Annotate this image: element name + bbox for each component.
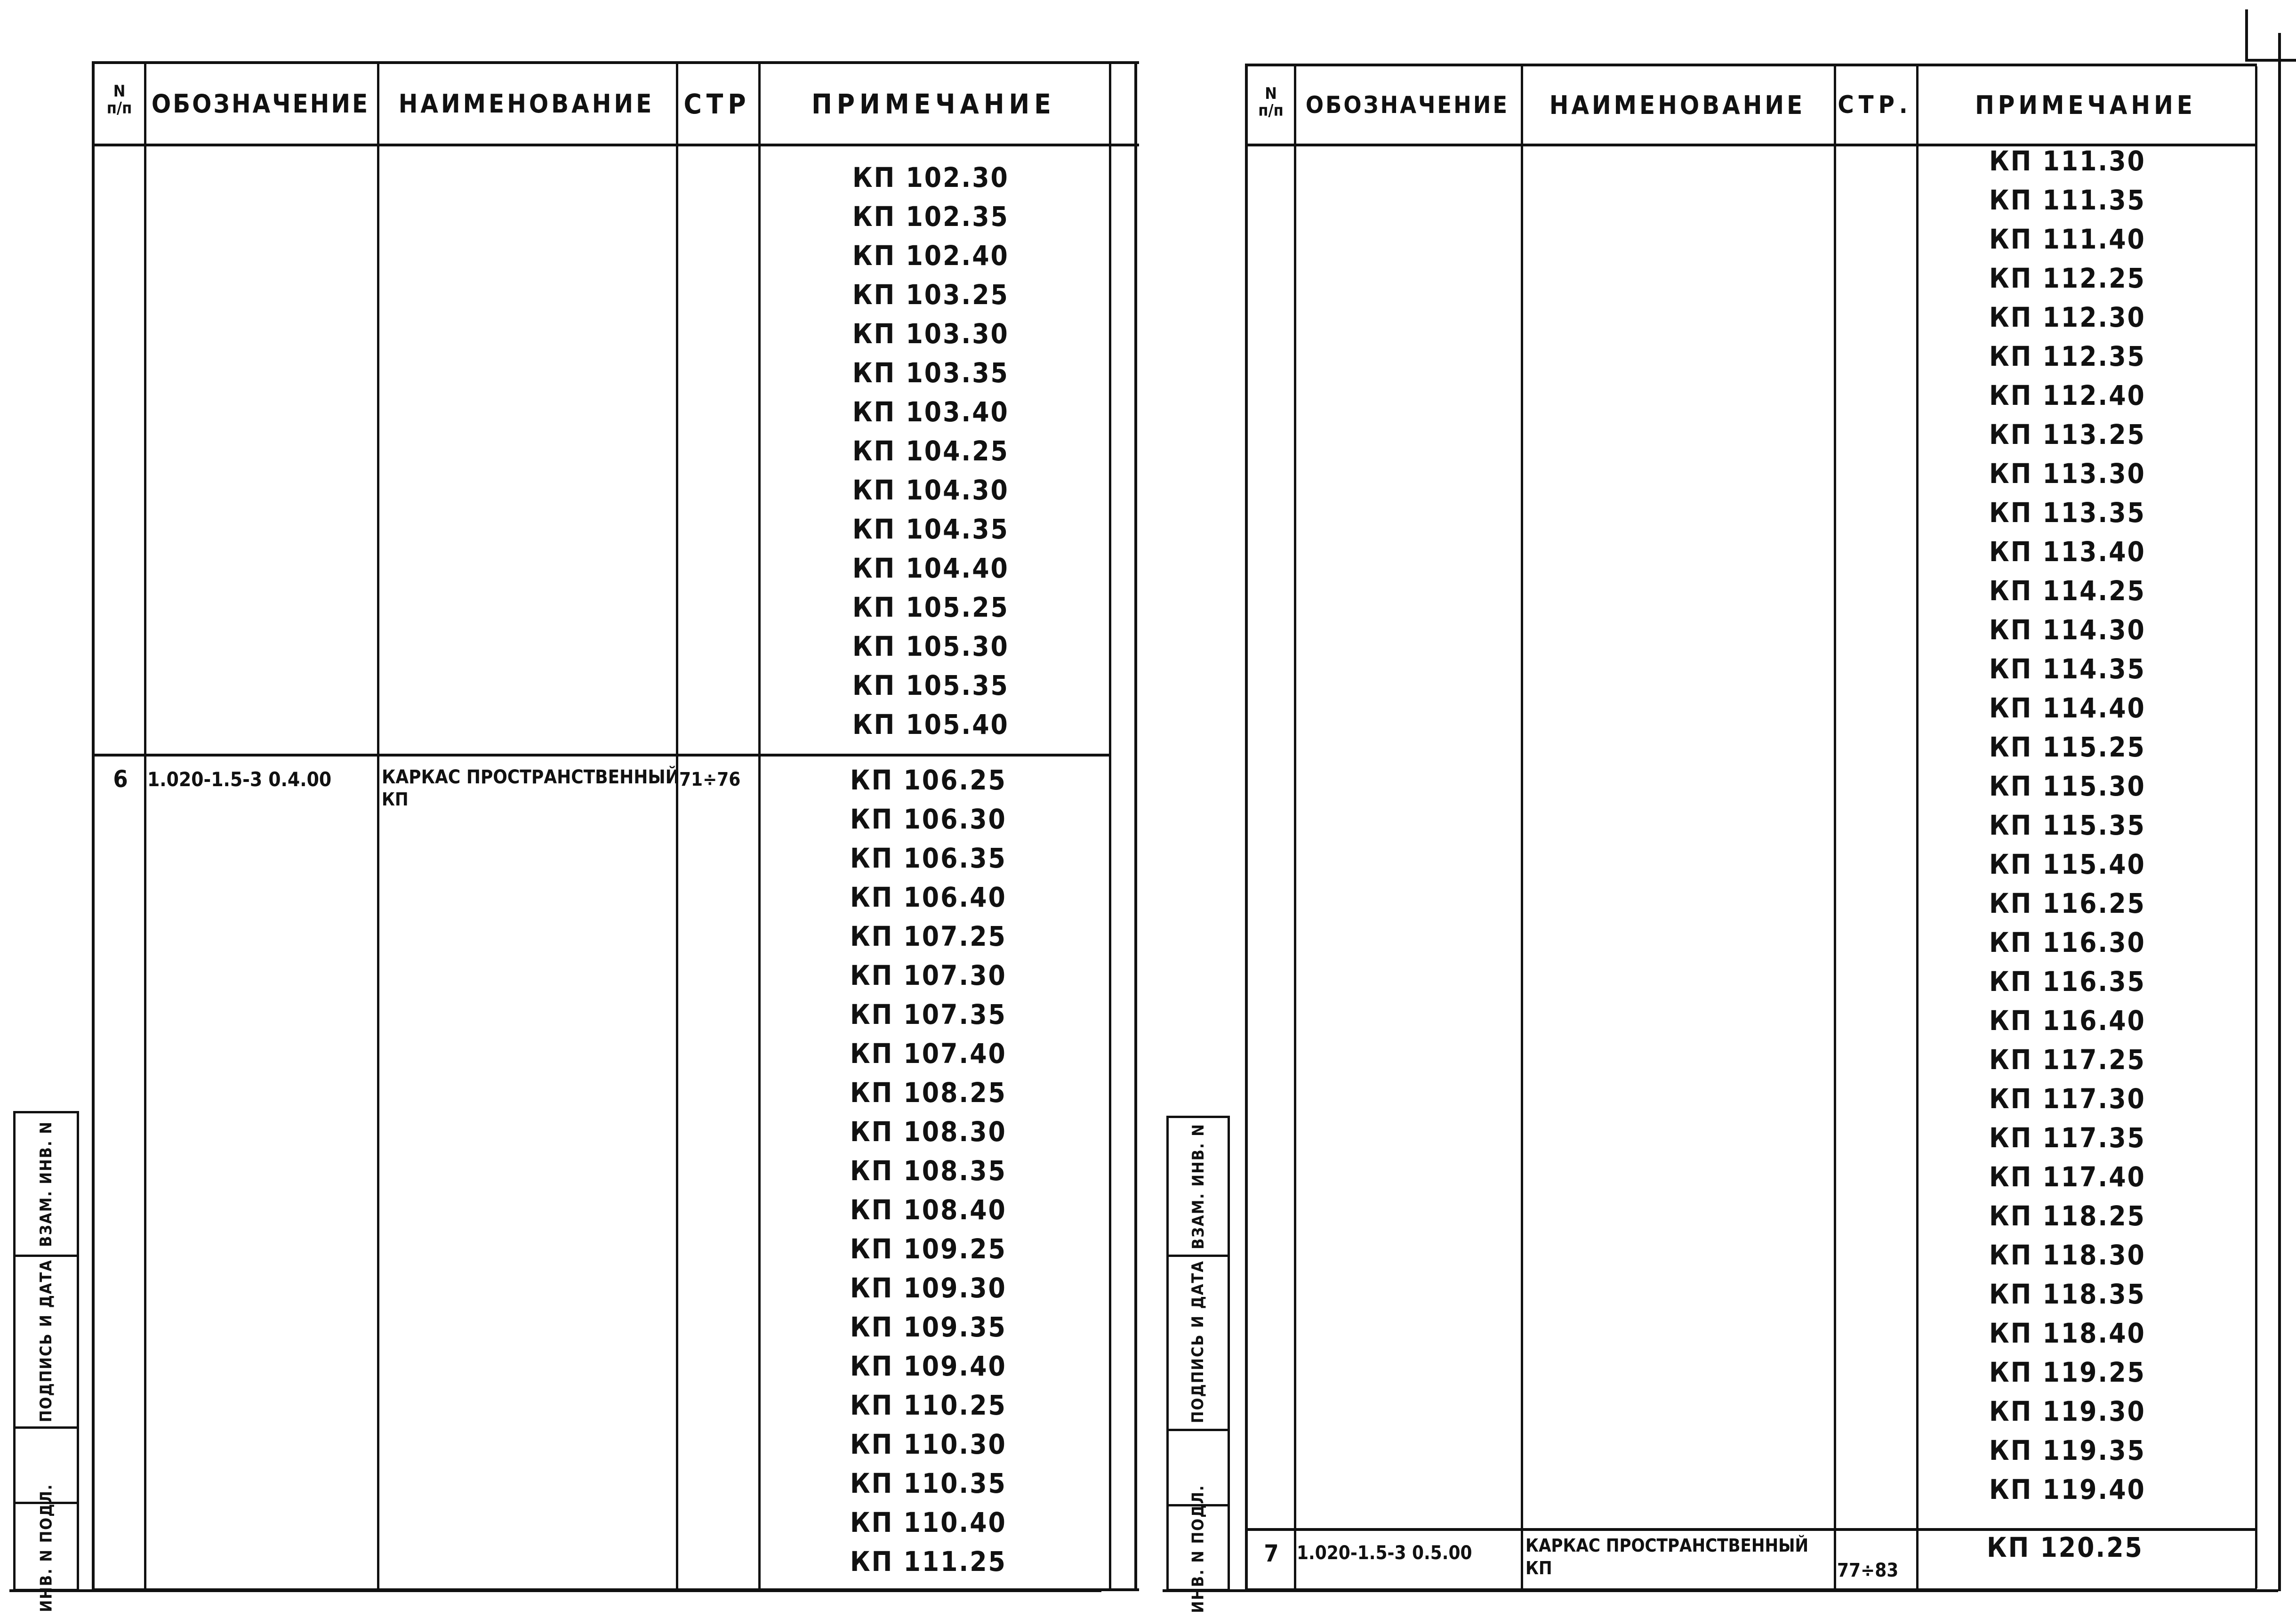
- row-name-line2: КП: [382, 789, 409, 810]
- list-item: КП 111.30: [1989, 145, 2146, 177]
- stamp-vzam-inv-label: ВЗАМ. ИНВ. N: [37, 1121, 56, 1247]
- row-notes: [1987, 1528, 2143, 1567]
- right-table: [1245, 64, 2257, 1591]
- right-side-stamp: [1166, 1116, 1230, 1613]
- col-line: [758, 64, 761, 1588]
- row-separator: [95, 754, 1109, 757]
- list-item: КП 117.35: [1989, 1122, 2146, 1154]
- row-designation: 1.020-1.5-3 0.5.00: [1297, 1542, 1472, 1564]
- list-item: КП 112.30: [1989, 301, 2146, 333]
- list-item: КП 110.35: [850, 1467, 1007, 1499]
- list-item: КП 105.30: [852, 630, 1009, 662]
- table-header: [95, 64, 1139, 146]
- list-item: КП 118.40: [1989, 1317, 2146, 1349]
- sheet-bottom-line: [9, 1589, 1101, 1592]
- header-np-top: N: [113, 82, 126, 101]
- list-item: КП 114.30: [1989, 614, 2146, 646]
- col-line: [1834, 66, 1836, 1588]
- list-item: КП 113.40: [1989, 536, 2146, 568]
- list-item: КП 111.35: [1989, 184, 2146, 216]
- sheet-top-tick: [2245, 9, 2248, 61]
- list-item: КП 102.30: [852, 161, 1009, 193]
- header-name: НАИМЕНОВАНИЕ: [1549, 90, 1806, 120]
- list-item: КП 115.40: [1989, 848, 2146, 880]
- row-number: 6: [113, 765, 128, 793]
- list-item: КП 109.30: [850, 1272, 1007, 1304]
- list-item: КП 117.30: [1989, 1083, 2146, 1115]
- list-item: КП 113.30: [1989, 458, 2146, 490]
- row-page: 71÷76: [679, 769, 741, 790]
- list-item: КП 118.30: [1989, 1239, 2146, 1271]
- stamp-vzam-inv: [16, 1113, 77, 1255]
- header-note: ПРИМЕЧАНИЕ: [811, 88, 1056, 120]
- list-item: КП 106.30: [850, 803, 1007, 835]
- list-item: КП 105.40: [852, 708, 1009, 741]
- list-item: КП 120.25: [1987, 1531, 2143, 1563]
- row-name-line1: КАРКАС ПРОСТРАНСТВЕННЫЙ: [1525, 1535, 1809, 1556]
- list-item: КП 104.25: [852, 435, 1009, 467]
- list-item: КП 114.35: [1989, 653, 2146, 685]
- list-item: КП 115.35: [1989, 809, 2146, 841]
- list-item: КП 116.30: [1989, 926, 2146, 958]
- col-line: [1521, 66, 1523, 1588]
- list-item: КП 104.30: [852, 474, 1009, 506]
- left-table: [92, 61, 1139, 1591]
- header-np: [1248, 85, 1294, 119]
- header-np-bottom: п/п: [106, 99, 132, 118]
- list-item: КП 111.40: [1989, 223, 2146, 255]
- stamp-vzam-inv: [1169, 1118, 1228, 1255]
- row-page: 77÷83: [1837, 1560, 1899, 1581]
- list-item: КП 104.40: [852, 552, 1009, 584]
- row-designation: 1.020-1.5-3 0.4.00: [147, 768, 332, 791]
- header-np-top: N: [1265, 84, 1277, 103]
- list-item: КП 117.40: [1989, 1161, 2146, 1193]
- sheet-top-tick: [2245, 59, 2296, 62]
- header-designation: ОБОЗНАЧЕНИЕ: [151, 89, 370, 119]
- right-sheet: [1148, 0, 2296, 1618]
- list-item: КП 107.30: [850, 959, 1007, 991]
- list-item: КП 119.25: [1989, 1356, 2146, 1388]
- list-item: КП 119.35: [1989, 1434, 2146, 1466]
- list-item: КП 107.40: [850, 1038, 1007, 1070]
- right-continued-notes: [1989, 142, 2146, 1509]
- row-number: 7: [1264, 1540, 1279, 1567]
- col-line: [1109, 64, 1111, 1588]
- col-line: [2255, 66, 2257, 1588]
- header-name: НАИМЕНОВАНИЕ: [398, 89, 655, 119]
- col-line: [144, 64, 146, 1588]
- sheet-edge-line: [2278, 33, 2281, 1591]
- list-item: КП 116.40: [1989, 1005, 2146, 1037]
- list-item: КП 106.35: [850, 842, 1007, 874]
- list-item: КП 106.25: [850, 764, 1007, 796]
- list-item: КП 103.25: [852, 279, 1009, 311]
- list-item: КП 109.35: [850, 1311, 1007, 1343]
- list-item: КП 108.40: [850, 1194, 1007, 1226]
- list-item: КП 117.25: [1989, 1044, 2146, 1076]
- stamp-divider: [1169, 1429, 1228, 1431]
- list-item: КП 112.40: [1989, 379, 2146, 411]
- list-item: КП 118.25: [1989, 1200, 2146, 1232]
- list-item: КП 113.25: [1989, 419, 2146, 451]
- row-notes: [850, 761, 1007, 1581]
- list-item: КП 104.35: [852, 513, 1009, 545]
- sheet-edge-line: [1134, 61, 1137, 1591]
- stamp-inv-podl: [16, 1483, 77, 1612]
- list-item: КП 116.25: [1989, 887, 2146, 919]
- list-item: КП 115.25: [1989, 731, 2146, 763]
- stamp-inv-podl-label: ИНВ. N ПОДЛ.: [37, 1483, 56, 1612]
- list-item: КП 110.30: [850, 1428, 1007, 1460]
- list-item: КП 107.35: [850, 998, 1007, 1030]
- list-item: КП 103.35: [852, 357, 1009, 389]
- stamp-inv-podl: [1169, 1484, 1228, 1613]
- header-designation: ОБОЗНАЧЕНИЕ: [1305, 91, 1509, 119]
- col-line: [676, 64, 678, 1588]
- list-item: КП 119.30: [1989, 1395, 2146, 1427]
- list-item: КП 108.25: [850, 1077, 1007, 1109]
- list-item: КП 113.35: [1989, 497, 2146, 529]
- list-item: КП 115.30: [1989, 770, 2146, 802]
- stamp-signature-date: [16, 1255, 77, 1426]
- header-page: СТР: [683, 88, 751, 120]
- list-item: КП 106.40: [850, 881, 1007, 913]
- list-item: КП 119.40: [1989, 1473, 2146, 1505]
- sheet-bottom-line: [1163, 1589, 2278, 1592]
- row-name-line1: КАРКАС ПРОСТРАНСТВЕННЫЙ: [382, 766, 680, 788]
- table-header: [1248, 66, 2257, 146]
- list-item: КП 103.40: [852, 396, 1009, 428]
- list-item: КП 110.25: [850, 1389, 1007, 1421]
- row-name-line2: КП: [1525, 1558, 1552, 1578]
- list-item: КП 105.25: [852, 591, 1009, 623]
- header-np: [95, 83, 144, 117]
- header-np-bottom: п/п: [1258, 101, 1284, 120]
- list-item: КП 105.35: [852, 669, 1009, 701]
- stamp-signature-date-label: ПОДПИСЬ И ДАТА: [1188, 1260, 1208, 1424]
- list-item: КП 102.35: [852, 201, 1009, 233]
- header-note: ПРИМЕЧАНИЕ: [1975, 90, 2196, 120]
- stamp-vzam-inv-label: ВЗАМ. ИНВ. N: [1188, 1123, 1208, 1249]
- list-item: КП 107.25: [850, 920, 1007, 952]
- list-item: КП 102.40: [852, 240, 1009, 272]
- list-item: КП 111.25: [850, 1546, 1007, 1578]
- stamp-divider: [16, 1426, 77, 1429]
- col-line: [1294, 66, 1296, 1588]
- list-item: КП 116.35: [1989, 966, 2146, 998]
- col-line: [1916, 66, 1919, 1588]
- list-item: КП 112.35: [1989, 340, 2146, 372]
- list-item: КП 103.30: [852, 318, 1009, 350]
- list-item: КП 110.40: [850, 1506, 1007, 1538]
- list-item: КП 118.35: [1989, 1278, 2146, 1310]
- stamp-signature-date-label: ПОДПИСЬ И ДАТА: [37, 1259, 56, 1422]
- list-item: КП 112.25: [1989, 262, 2146, 294]
- list-item: КП 108.30: [850, 1116, 1007, 1148]
- list-item: КП 109.25: [850, 1233, 1007, 1265]
- list-item: КП 114.40: [1989, 692, 2146, 724]
- list-item: КП 108.35: [850, 1155, 1007, 1187]
- list-item: КП 109.40: [850, 1350, 1007, 1382]
- list-item: КП 114.25: [1989, 575, 2146, 607]
- left-continued-notes: [852, 158, 1009, 744]
- left-side-stamp: [13, 1111, 79, 1612]
- col-line: [377, 64, 379, 1588]
- header-page: СТР.: [1838, 91, 1912, 119]
- stamp-inv-podl-label: ИНВ. N ПОДЛ.: [1188, 1484, 1208, 1613]
- stamp-signature-date: [1169, 1255, 1228, 1429]
